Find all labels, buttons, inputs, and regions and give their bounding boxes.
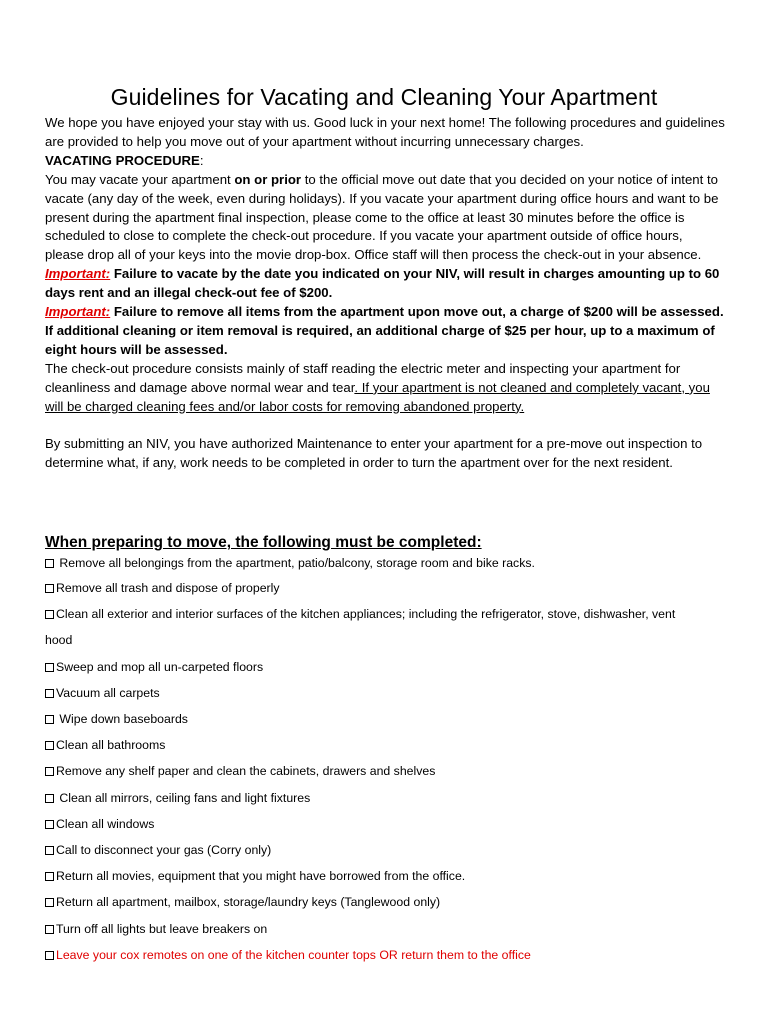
checklist: [45, 551, 735, 968]
checkbox-icon[interactable]: [45, 951, 54, 960]
vacating-heading-line: [45, 152, 725, 171]
intro-paragraph: We hope you have enjoyed your stay with us. Good luck in your next home! The following procedures and guidelines are provided to help you move out of your apartment without incurring unnecessary charges.: [45, 115, 725, 149]
checklist-item-label: Sweep and mop all un-carpeted floors: [56, 659, 264, 674]
checkout-warning: . If your apartment is not cleaned and completely vacant, you will be charged cleaning fees and/or labor costs for removing abandoned property.: [45, 379, 710, 414]
checklist-item-label: Clean all exterior and interior surfaces of the kitchen appliances; including the refrigerator, stove, dishwasher, vent: [56, 607, 676, 622]
checkbox-icon[interactable]: [45, 663, 54, 672]
checklist-item-label: Vacuum all carpets: [56, 685, 160, 700]
vacating-text-bold: on or prior: [234, 171, 302, 187]
checklist-item: [45, 863, 735, 889]
checklist-item: [45, 785, 735, 811]
vacating-paragraph: [45, 171, 725, 266]
important-text-1: Failure to vacate by the date you indicated on your NIV, will result in charges amounting up to 60 days rent and an illegal check-out fee of $200.: [45, 266, 720, 301]
checklist-item-label: Clean all windows: [56, 816, 155, 831]
checkbox-icon[interactable]: [45, 584, 54, 593]
checkbox-icon[interactable]: [45, 767, 54, 776]
checklist-item: [45, 758, 735, 784]
checklist-item-label: Clean all bathrooms: [56, 738, 166, 753]
checkbox-icon[interactable]: [45, 846, 54, 855]
checklist-item-label: Turn off all lights but leave breakers on: [56, 921, 268, 936]
checklist-item: [45, 680, 735, 706]
checkbox-icon[interactable]: [45, 559, 54, 568]
checkbox-icon[interactable]: [45, 794, 54, 803]
checklist-item-continuation: [45, 627, 735, 653]
checklist-item: [45, 601, 735, 627]
checkbox-icon[interactable]: [45, 820, 54, 829]
checklist-item-label: Remove all belongings from the apartment, patio/balcony, storage room and bike racks.: [56, 556, 535, 570]
checkbox-icon[interactable]: [45, 898, 54, 907]
spacer: [45, 417, 725, 436]
vacating-text-a: You may vacate your apartment: [45, 171, 235, 187]
checkbox-icon[interactable]: [45, 872, 54, 881]
vacating-heading: VACATING PROCEDURE: [45, 152, 200, 168]
checklist-item: [45, 889, 735, 915]
checklist-item-label: Leave your cox remotes on one of the kitchen counter tops OR return them to the office: [56, 947, 531, 962]
checklist-item-label: Call to disconnect your gas (Corry only): [56, 843, 272, 858]
checkbox-icon[interactable]: [45, 925, 54, 934]
important-note-1: [45, 265, 725, 303]
checklist-item: [45, 654, 735, 680]
checklist-item: [45, 575, 735, 601]
important-note-2: [45, 303, 725, 360]
checkbox-icon[interactable]: [45, 715, 54, 724]
checkout-paragraph: [45, 360, 725, 417]
checklist-item: [45, 706, 735, 732]
important-label: Important:: [45, 266, 111, 282]
checkbox-icon[interactable]: [45, 689, 54, 698]
checklist-item-label: Return all apartment, mailbox, storage/laundry keys (Tanglewood only): [56, 895, 441, 910]
checkbox-icon[interactable]: [45, 610, 54, 619]
checklist-item: [45, 942, 735, 968]
page-title: Guidelines for Vacating and Cleaning Your Apartment: [110, 84, 658, 110]
niv-paragraph: By submitting an NIV, you have authorized Maintenance to enter your apartment for a pre-move out inspection to determine what, if any, work needs to be completed in order to turn the apartment over for the next resident.: [45, 436, 703, 471]
checklist-item: [45, 732, 735, 758]
checklist-item: [45, 551, 735, 575]
checklist-item-label: Remove any shelf paper and clean the cabinets, drawers and shelves: [56, 764, 436, 779]
body-text: [45, 114, 725, 473]
checklist-item: [45, 837, 735, 863]
vacating-heading-colon: :: [199, 152, 204, 168]
checklist-item: [45, 916, 735, 942]
checkout-text: The check-out procedure consists mainly of staff reading the electric meter and inspecting your apartment for cleanliness and damage above normal wear and tear: [45, 360, 681, 395]
vacating-text-b: to the official move out date that you decided on your notice of intent to vacate (any day of the week, even during holidays). If you vacate your apartment during office hours and want to be present during the apartment final inspection, please come to the office at least 30 minutes before the office is scheduled to close to complete the check-out procedure. If you vacate your apartment outside of office hours, please drop all of your keys into the movie drop-box. Office staff will then process the check-out in your absence.: [45, 171, 719, 263]
checklist-item-label: Remove all trash and dispose of properly: [56, 581, 280, 595]
important-text-2: Failure to remove all items from the apartment upon move out, a charge of $200 will be assessed. If additional cleaning or item removal is required, an additional charge of $25 per hour, up to a maximum of eight hours will be assessed.: [45, 304, 724, 357]
checkbox-icon[interactable]: [45, 741, 54, 750]
checklist-item-label: Wipe down baseboards: [56, 712, 188, 727]
important-label: Important:: [45, 304, 111, 320]
checklist-item-label: Return all movies, equipment that you might have borrowed from the office.: [56, 869, 466, 884]
checklist-item: [45, 811, 735, 837]
checklist-heading: When preparing to move, the following must be completed:: [45, 534, 482, 551]
checklist-item-label: Clean all mirrors, ceiling fans and light fixtures: [56, 790, 311, 805]
checklist-item-label: hood: [45, 633, 73, 648]
